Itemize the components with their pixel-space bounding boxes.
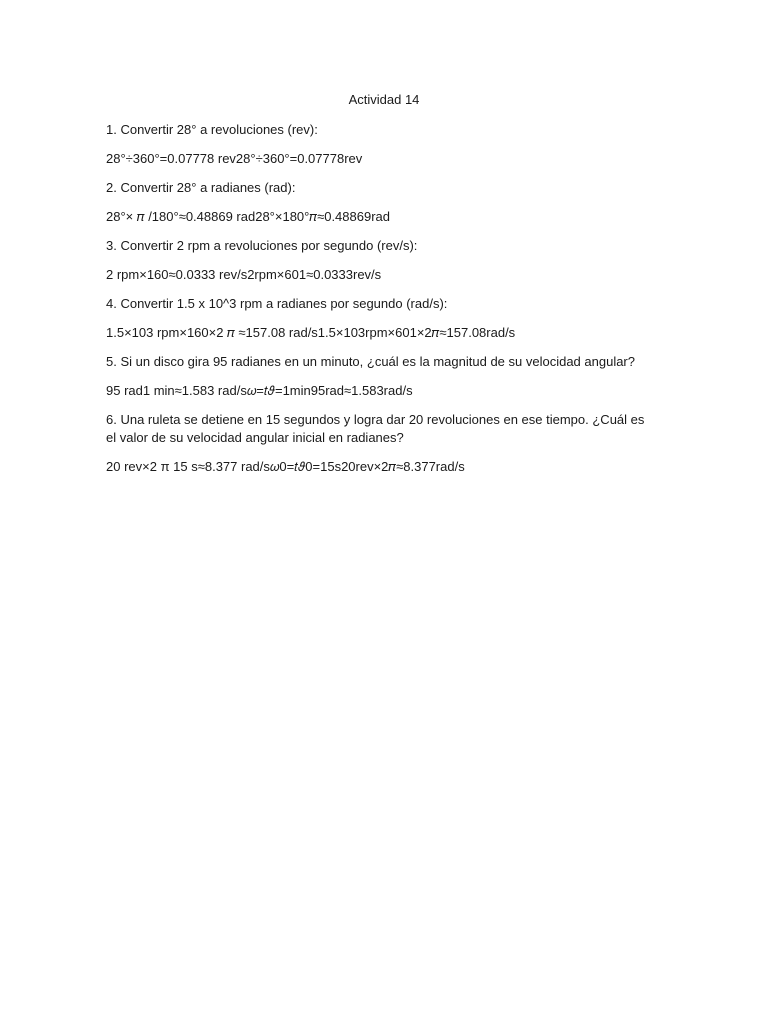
question-1: 1. Convertir 28° a revoluciones (rev): <box>106 122 318 137</box>
answer-5: 95 rad1 min≈1.583 rad/s𝜔=𝑡𝜗=1min95rad≈1.583rad/s <box>106 383 413 398</box>
answer-2: 28°× 𝜋 /180°≈0.48869 rad28°×180°𝜋≈0.48869rad <box>106 209 391 224</box>
question-4: 4. Convertir 1.5 x 10^3 rpm a radianes por segundo (rad/s): <box>106 296 448 311</box>
answer-6: 20 rev×2 π 15 s≈8.377 rad/s𝜔0=𝑡𝜗0=15s20rev×2𝜋≈8.377rad/s <box>106 459 465 474</box>
document-title: Actividad 14 <box>348 92 420 107</box>
answer-4: 1.5×103 rpm×160×2 𝜋 ≈157.08 rad/s1.5×103rpm×601×2𝜋≈157.08rad/s <box>106 325 516 340</box>
question-2: 2. Convertir 28° a radianes (rad): <box>106 180 296 195</box>
question-3: 3. Convertir 2 rpm a revoluciones por segundo (rev/s): <box>106 238 418 253</box>
document-body <box>106 121 651 487</box>
answer-3: 2 rpm×160≈0.0333 rev/s2rpm×601≈0.0333rev/s <box>106 267 382 282</box>
answer-1: 28°÷360°=0.07778 rev28°÷360°=0.07778rev <box>106 151 363 166</box>
question-5: 5. Si un disco gira 95 radianes en un minuto, ¿cuál es la magnitud de su velocidad angular? <box>106 354 635 369</box>
question-6: 6. Una ruleta se detiene en 15 segundos y logra dar 20 revoluciones en ese tiempo. ¿Cuál es el valor de su velocidad angular inicial en radianes? <box>106 412 645 445</box>
